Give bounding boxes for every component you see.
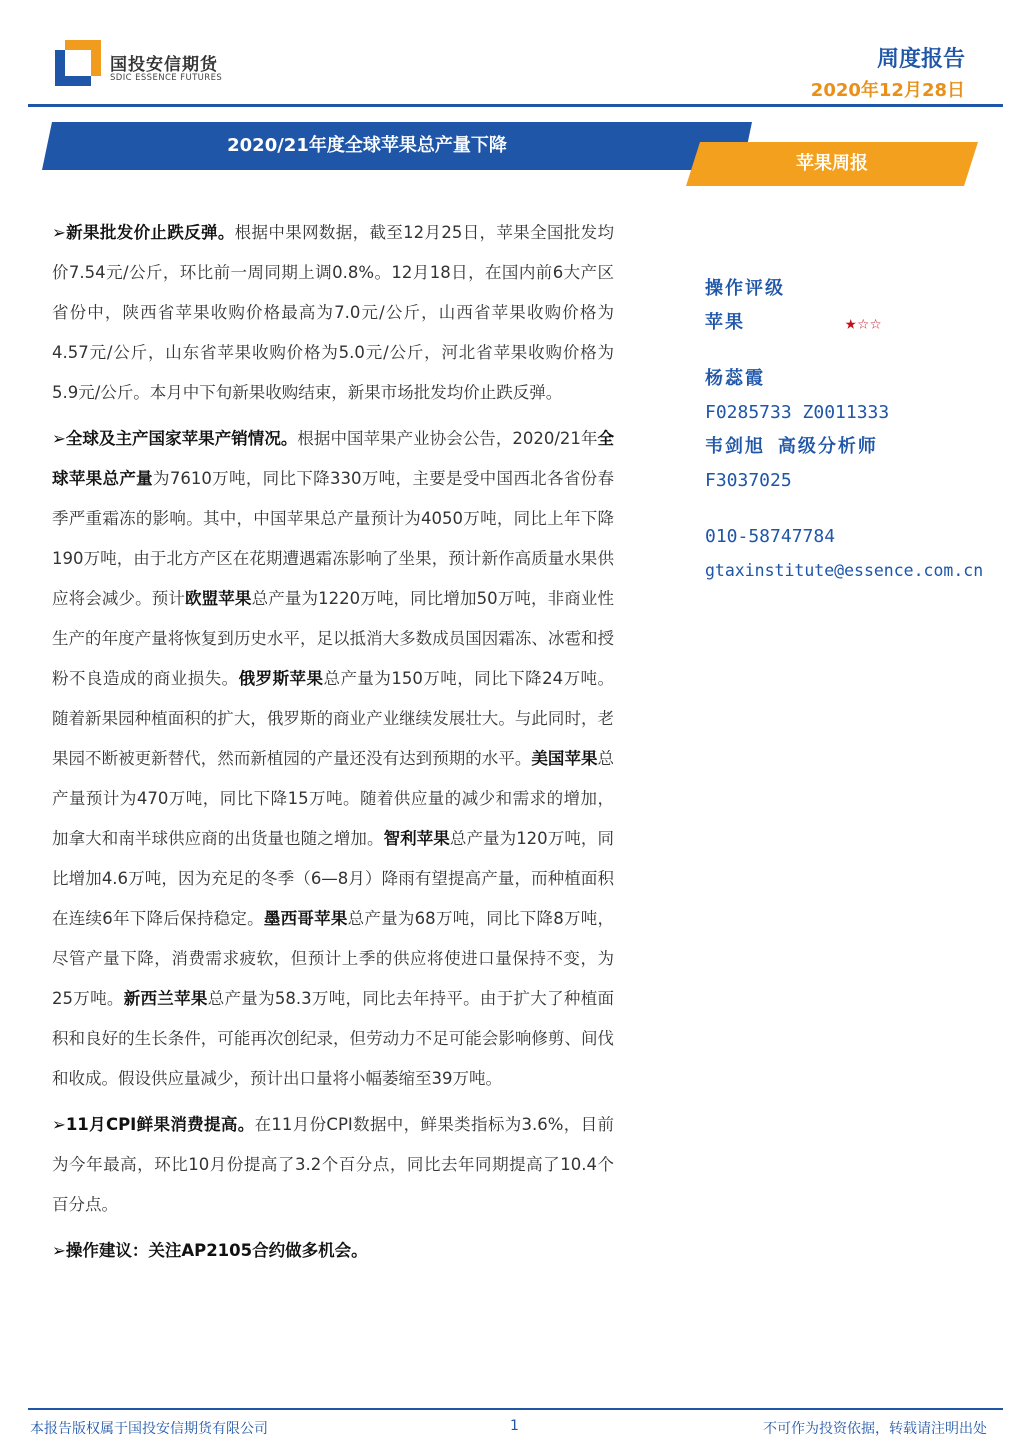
analyst2-id: F3037025	[705, 470, 792, 491]
footer-divider	[28, 1408, 1003, 1410]
emphasis-text: 俄罗斯苹果	[238, 669, 324, 688]
paragraph-heading: ➢操作建议：关注AP2105合约做多机会。	[52, 1241, 368, 1260]
paragraph-text: 总产量为120万吨，同比增加4.6万吨，因为充足的冬季（6—8月）降雨有望提高产量，而种植面积在连续6年下降后保持稳定。	[52, 829, 614, 928]
emphasis-text: 美国苹果	[531, 749, 598, 768]
emphasis-text: 新西兰苹果	[123, 989, 208, 1008]
paragraph-recommendation	[52, 1231, 614, 1271]
paragraph-new-apple-price	[52, 213, 614, 413]
paragraph-heading: ➢新果批发价止跌反弹。	[52, 223, 235, 242]
paragraph-text: 为7610万吨，同比下降330万吨，主要是受中国西北各省份春季严重霜冻的影响。其中，中国苹果总产量预计为4050万吨，同比上年下降190万吨，由于北方产区在花期遭遇霜冻影响了坐果，预计新作高质量水果供应将会减少。预计	[52, 469, 614, 608]
paragraph-text: 总产量为150万吨，同比下降24万吨。随着新果园种植面积的扩大，俄罗斯的商业产业继续发展壮大。与此同时，老果园不断被更新替代，然而新植园的产量还没有达到预期的水平。	[52, 669, 615, 768]
rating-row	[705, 306, 1005, 340]
emphasis-text: 全球苹果总产量	[52, 429, 614, 488]
rating-label: 操作评级	[705, 278, 785, 299]
paragraph-text: 总产量为1220万吨，同比增加50万吨，非商业性生产的年度产量将恢复到历史水平，足以抵消大多数成员国因霜冻、冰雹和授粉不良造成的商业损失。	[52, 589, 615, 688]
paragraph-text: 总产量为58.3万吨，同比去年持平。由于扩大了种植面积和良好的生长条件，可能再次创纪录，但劳动力不足可能会影响修剪、间伐和收成。假设供应量减少，预计出口量将小幅萎缩至39万吨。	[52, 989, 615, 1088]
paragraph-text: 在11月份CPI数据中，鲜果类指标为3.6%，目前为今年最高，环比10月份提高了3.2个百分点，同比去年同期提高了10.4个百分点。	[52, 1115, 614, 1214]
report-title: 2020/21年度全球苹果总产量下降	[227, 135, 507, 156]
page-number: 1	[510, 1418, 519, 1434]
paragraph-text: 根据中国苹果产业协会公告，2020/21年	[297, 429, 598, 448]
analyst2-name: 韦剑旭 高级分析师	[705, 436, 878, 457]
contact-phone: 010-58747784	[705, 526, 836, 547]
paragraph-heading: ➢全球及主产国家苹果产销情况。	[52, 429, 298, 448]
analyst1-name: 杨蕊霞	[705, 368, 765, 389]
header-divider	[28, 104, 1003, 107]
analyst1-ids: F0285733 Z0011333	[705, 402, 890, 423]
footer-disclaimer: 不可作为投资依据，转载请注明出处	[763, 1421, 987, 1437]
rating-stars-icon: ★☆☆	[845, 312, 883, 334]
emphasis-text: 智利苹果	[383, 829, 450, 848]
report-date: 2020年12月28日	[810, 80, 965, 101]
brand-name-en: SDIC ESSENCE FUTURES	[110, 73, 223, 83]
paragraph-heading: ➢11月CPI鲜果消费提高。	[52, 1115, 255, 1134]
paragraph-text: 总产量预计为470万吨，同比下降15万吨。随着供应量的减少和需求的增加，加拿大和南半球供应商的出货量也随之增加。	[52, 749, 615, 848]
paragraph-text: 总产量为68万吨，同比下降8万吨，尽管产量下降，消费需求疲软，但预计上季的供应将使进口量保持不变，为25万吨。	[52, 909, 615, 1008]
paragraph-cpi	[52, 1105, 614, 1225]
contact-email[interactable]: gtaxinstitute@essence.com.cn	[705, 561, 984, 580]
company-logo	[55, 40, 101, 86]
emphasis-text: 欧盟苹果	[185, 589, 252, 608]
emphasis-text: 墨西哥苹果	[263, 909, 348, 928]
paragraph-text: 根据中果网数据，截至12月25日，苹果全国批发均价7.54元/公斤，环比前一周同期上调0.8%。12月18日，在国内前6大产区省份中，陕西省苹果收购价格最高为7.0元/公斤，山西省苹果收购价格为4.57元/公斤，山东省苹果收购价格为5.0元/公斤，河北省苹果收购价格为5.9元/公斤。本月中下旬新果收购结束，新果市场批发均价止跌反弹。	[52, 223, 614, 402]
report-tag: 苹果周报	[796, 153, 868, 174]
analyst-sidebar	[705, 272, 1005, 588]
report-type: 周度报告	[876, 47, 965, 72]
paragraph-global-production	[52, 419, 614, 1099]
rating-product: 苹果	[705, 312, 745, 333]
report-body	[52, 213, 614, 1277]
brand-name-cn: 国投安信期货	[110, 55, 218, 75]
footer-copyright: 本报告版权属于国投安信期货有限公司	[30, 1421, 268, 1437]
